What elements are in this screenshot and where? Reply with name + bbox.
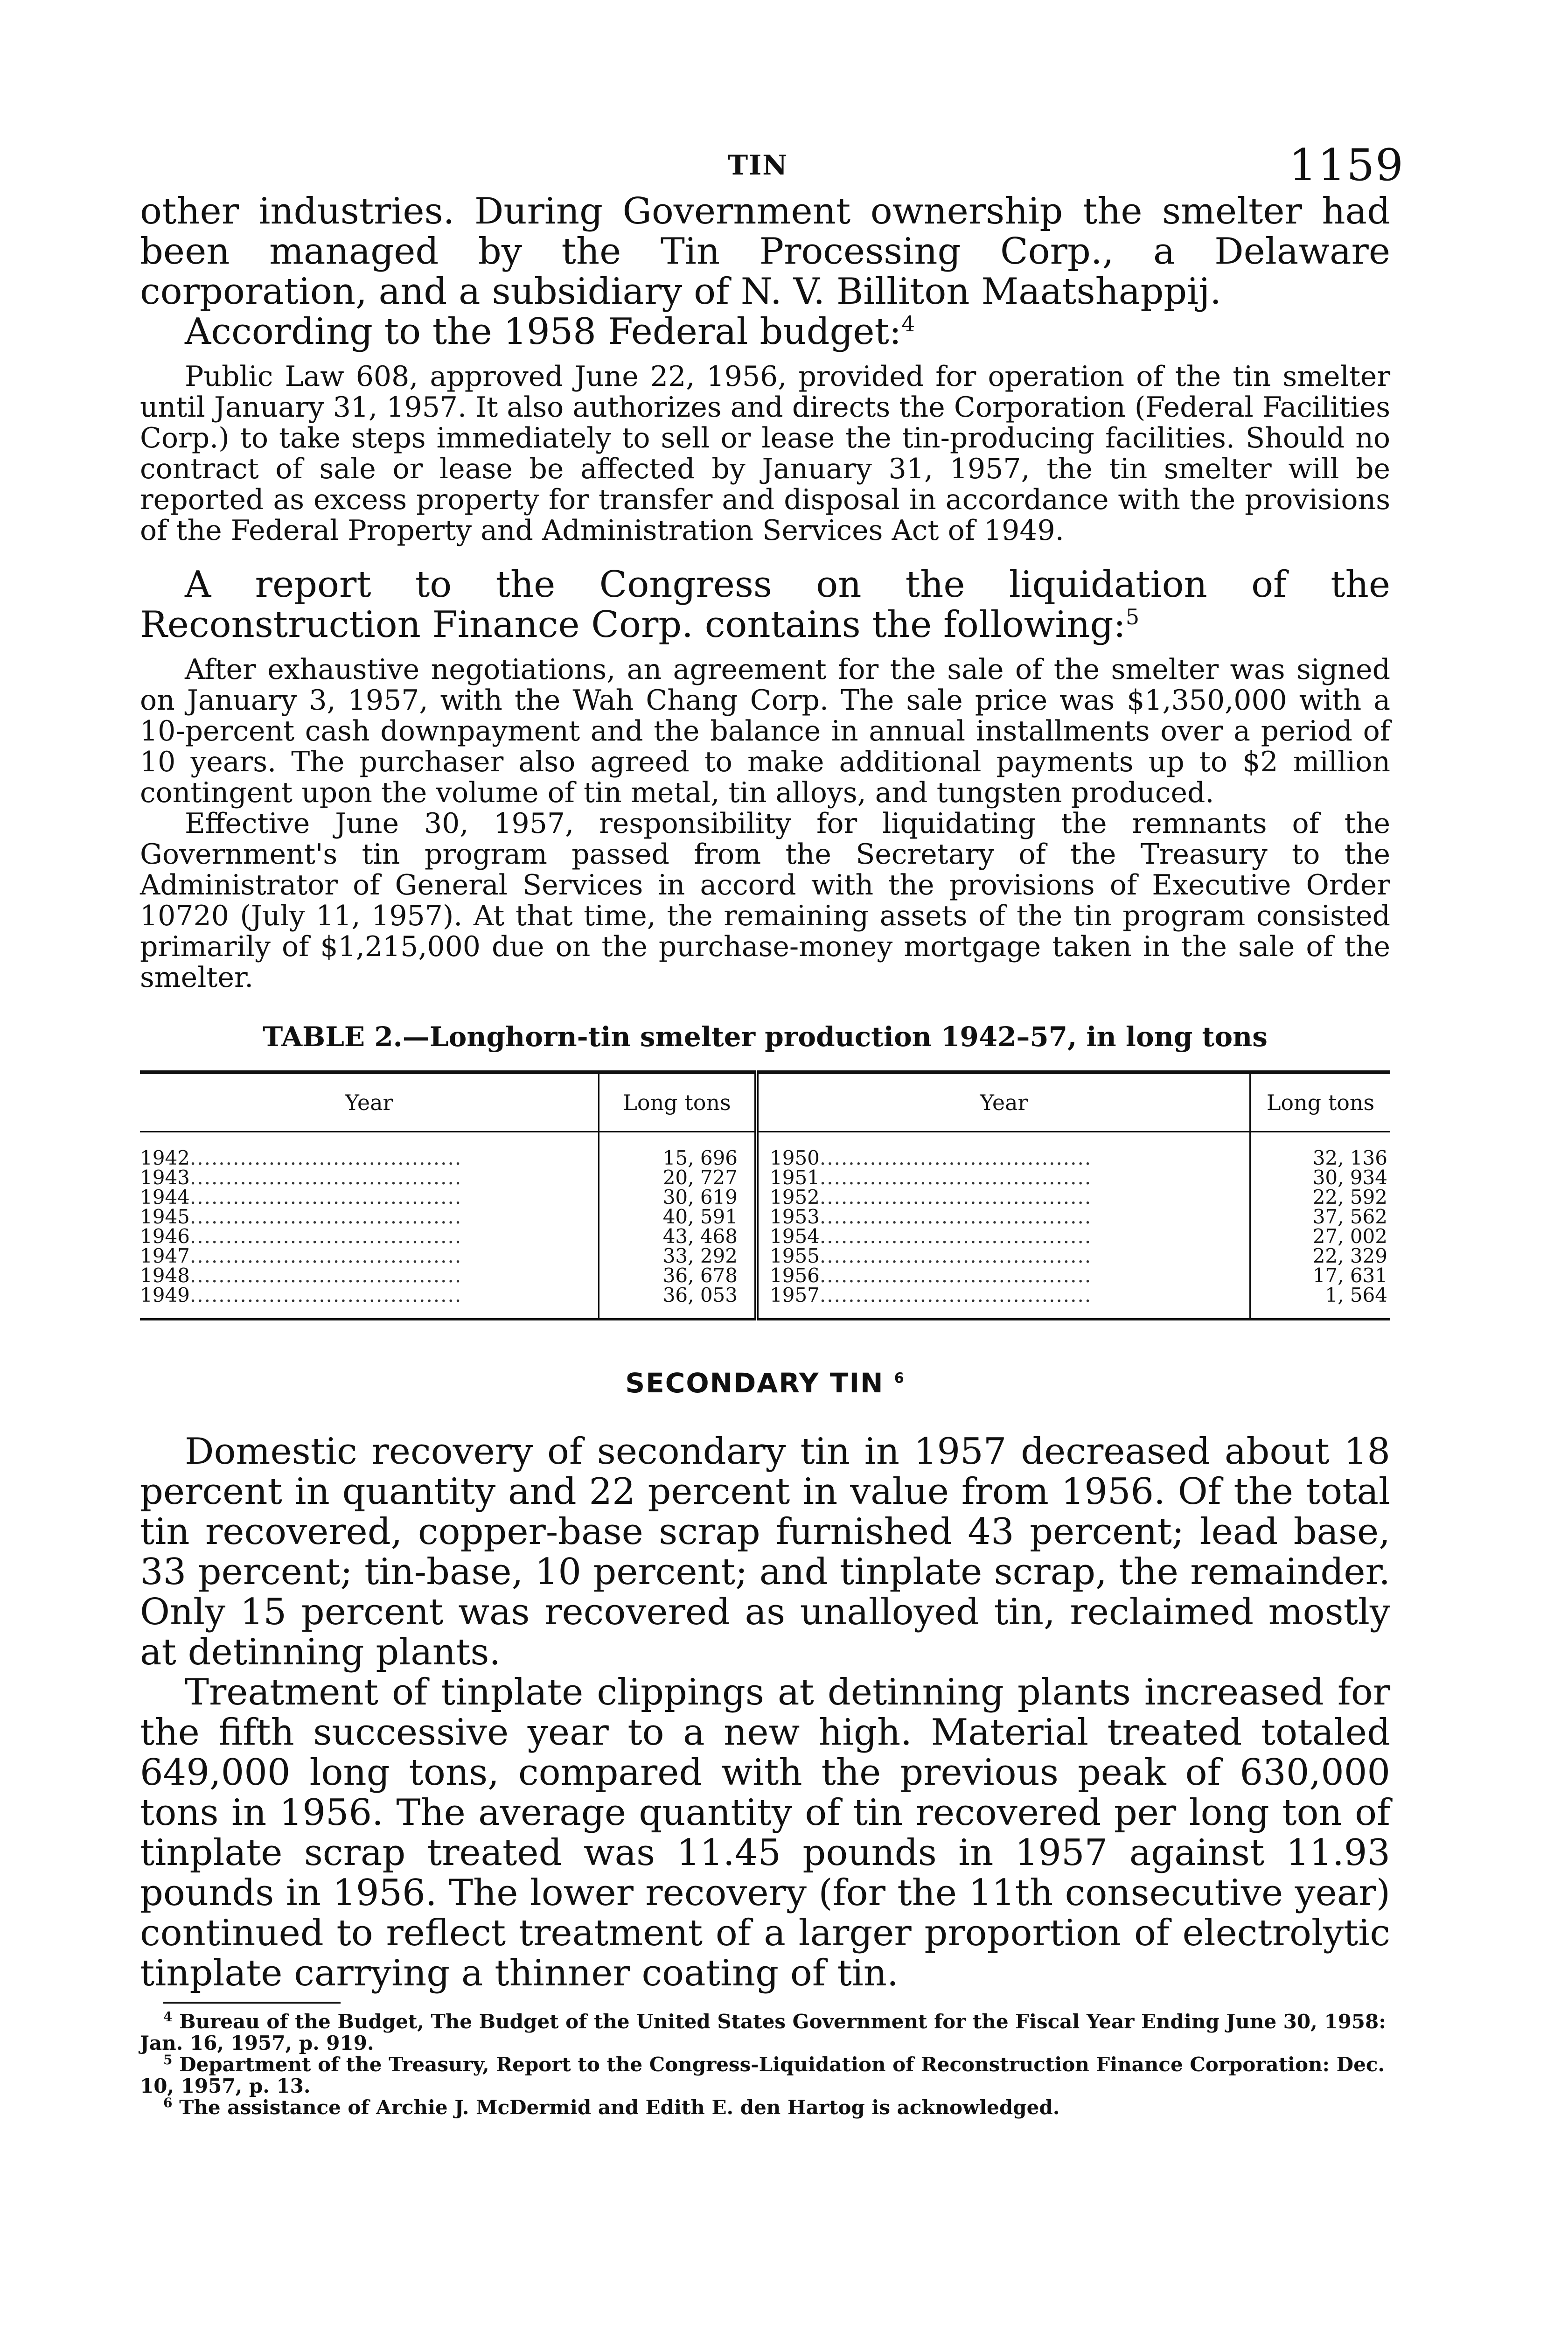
year-cell [140, 1266, 599, 1285]
footnote-ref-5: 5 [1125, 604, 1140, 629]
section-heading-text: SECONDARY TIN [625, 1367, 884, 1399]
table-row [140, 1132, 1390, 1168]
year-cell [757, 1246, 1250, 1266]
tons-cell: 17, 631 [1312, 1264, 1387, 1287]
table-title: TABLE 2.—Longhorn-tin smelter production 1942–57, in long tons [263, 1021, 1268, 1053]
footnote-mark: 4 [163, 2009, 173, 2025]
year-value: 1953 [770, 1205, 820, 1228]
tons-cell: 30, 619 [599, 1187, 757, 1207]
tons-cell: 20, 727 [599, 1168, 757, 1187]
year-cell [757, 1207, 1250, 1227]
tons-cell: 40, 591 [599, 1207, 757, 1227]
budget-lead-text: According to the 1958 Federal budget: [185, 311, 902, 353]
year-cell [757, 1168, 1250, 1187]
table-row [140, 1168, 1390, 1187]
year-cell [140, 1187, 599, 1207]
table-row [140, 1246, 1390, 1266]
table-row [140, 1187, 1390, 1207]
table-row [140, 1266, 1390, 1285]
year-cell [140, 1227, 599, 1246]
dot-leader: ...................................... [819, 1186, 1092, 1208]
year-value: 1957 [770, 1284, 820, 1306]
footnote-text: Bureau of the Budget, The Budget of the United States Government for the Fiscal Year Ending June 30, 1958: Jan. 16, 1957, p. 919. [140, 2010, 1386, 2054]
report-quote-1: After exhaustive negotiations, an agreement for the sale of the smelter was signed on January 3, 1957, with the Wah Chang Corp. The sale price was $1,350,000 with a 10-percent cash downpayment and the balance in annual installments over a period of 10 years. The purchaser also agreed to make additional payments up to $2 million contingent upon the volume of tin metal, tin alloys, and tungsten produced. [140, 653, 1390, 809]
year-value: 1945 [140, 1205, 190, 1228]
secondary-paragraph-2: Treatment of tinplate clippings at detinning plants increased for the fifth successive year to a new high. Material treated totaled 649,000 long tons, compared with the previous peak of 630,000 tons in 1956. The average quantity of tin recovered per long ton of tinplate scrap treated was 11.45 pounds in 1957 against 11.93 pounds in 1956. The lower recovery (for the 11th consecutive year) continued to reflect treatment of a larger proportion of electrolytic tinplate carrying a thinner coating of tin. [140, 1671, 1390, 1994]
page-header [140, 140, 1404, 191]
dot-leader: ...................................... [189, 1244, 462, 1267]
footnote [140, 2054, 1390, 2097]
report-quote-2: Effective June 30, 1957, responsibility for liquidating the remnants of the Government's tin program passed from the Secretary of the Treasury to the Administrator of General Services in accord with the provisions of Executive Order 10720 (July 11, 1957). At that time, the remaining assets of the tin program consisted primarily of $1,215,000 due on the purchase-money mortgage taken in the sale of the smelter. [140, 807, 1390, 994]
table-row [140, 1227, 1390, 1246]
dot-leader: ...................................... [189, 1205, 462, 1228]
tons-cell: 22, 592 [1312, 1186, 1387, 1208]
year-cell [757, 1187, 1250, 1207]
page-number: 1159 [1289, 140, 1404, 191]
table-row [140, 1285, 1390, 1320]
year-value: 1950 [770, 1146, 820, 1169]
footnote-ref-4: 4 [901, 311, 915, 336]
year-value: 1955 [770, 1244, 820, 1267]
header-tons-1: Long tons [599, 1072, 757, 1132]
footnote-text: Department of the Treasury, Report to the Congress-Liquidation of Reconstruction Finance Corporation: Dec. 10, 1957, p. 13. [140, 2053, 1385, 2097]
footnote-text: The assistance of Archie J. McDermid and Edith E. den Hartog is acknowledged. [179, 2096, 1060, 2119]
tons-cell: 32, 136 [1312, 1146, 1387, 1169]
footnote [140, 2097, 1390, 2118]
year-value: 1943 [140, 1166, 190, 1189]
section-heading [140, 1367, 1390, 1399]
footnote [140, 2011, 1390, 2054]
year-cell [757, 1132, 1250, 1168]
tons-cell: 33, 292 [599, 1246, 757, 1266]
year-value: 1956 [770, 1264, 820, 1287]
dot-leader: ...................................... [189, 1284, 462, 1306]
dot-leader: ...................................... [189, 1186, 462, 1208]
dot-leader: ...................................... [819, 1225, 1092, 1248]
footnote-mark: 5 [163, 2052, 173, 2068]
footnote-divider [163, 2002, 341, 2004]
running-head: TIN [728, 149, 788, 181]
tons-cell: 15, 696 [599, 1132, 757, 1168]
dot-leader: ...................................... [819, 1146, 1092, 1169]
footnote-ref-6: 6 [894, 1370, 905, 1387]
production-table [140, 1070, 1390, 1320]
header-year-1: Year [140, 1072, 599, 1132]
year-cell [140, 1285, 599, 1320]
header-year-2: Year [757, 1072, 1250, 1132]
budget-quote: Public Law 608, approved June 22, 1956, provided for operation of the tin smelter until January 31, 1957. It also authorizes and directs the Corporation (Federal Facilities Corp.) to take steps immediately to sell or lease the tin-producing facilities. Should no contract of sale or lease be affected by January 31, 1957, the tin smelter will be reported as excess property for transfer and disposal in accordance with the provisions of the Federal Property and Administration Services Act of 1949. [140, 360, 1390, 547]
year-cell [757, 1227, 1250, 1246]
year-cell [757, 1266, 1250, 1285]
dot-leader: ...................................... [819, 1264, 1092, 1287]
report-lead-text: A report to the Congress on the liquidation of the Reconstruction Finance Corp. contains the following: [140, 564, 1390, 646]
year-cell [140, 1246, 599, 1266]
dot-leader: ...................................... [189, 1166, 462, 1189]
footnote-mark: 6 [163, 2095, 173, 2110]
tons-cell: 37, 562 [1312, 1205, 1387, 1228]
tons-cell: 1, 564 [1250, 1285, 1391, 1320]
year-cell [757, 1285, 1250, 1320]
year-value: 1951 [770, 1166, 820, 1189]
tons-cell: 36, 678 [599, 1266, 757, 1285]
tons-cell: 22, 329 [1312, 1244, 1387, 1267]
year-value: 1944 [140, 1186, 190, 1208]
tons-cell: 43, 468 [599, 1227, 757, 1246]
header-tons-2: Long tons [1250, 1072, 1391, 1132]
table-header-row [140, 1072, 1390, 1132]
dot-leader: ...................................... [819, 1166, 1092, 1189]
year-value: 1954 [770, 1225, 820, 1248]
tons-cell: 30, 934 [1312, 1166, 1387, 1189]
dot-leader: ...................................... [189, 1146, 462, 1169]
dot-leader: ...................................... [819, 1244, 1092, 1267]
year-cell [140, 1207, 599, 1227]
year-value: 1947 [140, 1244, 190, 1267]
intro-paragraph: other industries. During Government ownership the smelter had been managed by the Tin Processing Corp., a Delaware corporation, and a subsidiary of N. V. Billiton Maatshappij. [140, 190, 1390, 313]
year-value: 1949 [140, 1284, 190, 1306]
year-value: 1948 [140, 1264, 190, 1287]
budget-lead [140, 312, 1390, 352]
year-cell [140, 1168, 599, 1187]
tons-cell: 27, 002 [1312, 1225, 1387, 1248]
dot-leader: ...................................... [189, 1264, 462, 1287]
secondary-paragraph-1: Domestic recovery of secondary tin in 1957 decreased about 18 percent in quantity and 22 percent in value from 1956. Of the total tin recovered, copper-base scrap furnished 43 percent; lead base, 33 percent; tin-base, 10 percent; and tinplate scrap, the remainder. Only 15 percent was recovered as unalloyed tin, reclaimed mostly at detinning plants. [140, 1431, 1390, 1673]
dot-leader: ...................................... [189, 1225, 462, 1248]
dot-leader: ...................................... [819, 1205, 1092, 1228]
year-value: 1952 [770, 1186, 820, 1208]
tons-cell: 36, 053 [599, 1285, 757, 1320]
year-value: 1942 [140, 1146, 190, 1169]
year-cell [140, 1132, 599, 1168]
document-page [140, 140, 1404, 2119]
dot-leader: ...................................... [819, 1284, 1092, 1306]
report-lead [140, 565, 1390, 645]
year-value: 1946 [140, 1225, 190, 1248]
table-row [140, 1207, 1390, 1227]
